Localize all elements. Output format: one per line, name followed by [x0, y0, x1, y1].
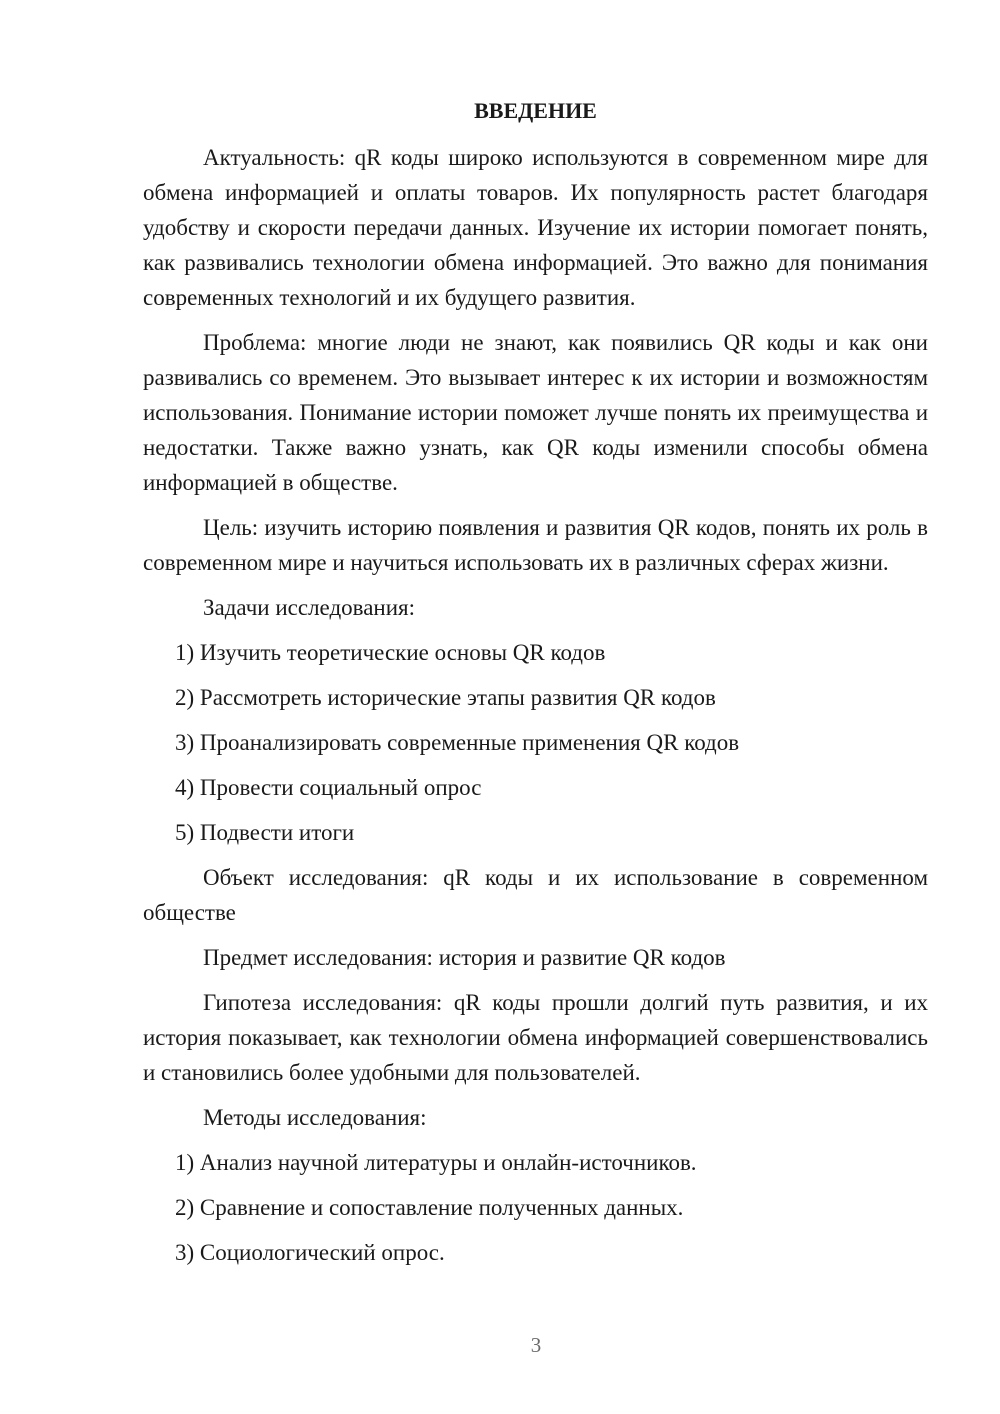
task-item: 5) Подвести итоги: [175, 820, 355, 845]
subject-paragraph: Предмет исследования: история и развитие QR кодов: [203, 945, 726, 970]
task-item: 2) Рассмотреть исторические этапы развития QR кодов: [175, 685, 716, 710]
method-item: 2) Сравнение и сопоставление полученных данных.: [175, 1195, 684, 1220]
methods-heading: Методы исследования:: [203, 1105, 427, 1130]
task-item: 1) Изучить теоретические основы QR кодов: [175, 640, 606, 665]
tasks-list: [143, 635, 928, 850]
method-item: 3) Социологический опрос.: [175, 1240, 445, 1265]
page-number: 3: [530, 1333, 542, 1357]
task-item: 3) Проанализировать современные применения QR кодов: [175, 730, 740, 755]
relevance-paragraph: Актуальность: qR коды широко используются в современном мире для обмена информацией и оплаты товаров. Их популярность растет благодаря удобству и скорости передачи данных. Изучение их истории помогает понять, как развивались технологии обмена информацией. Это важно для понимания современных технологий и их будущего развития.: [143, 145, 928, 310]
object-paragraph: Объект исследования: qR коды и их использование в современном обществе: [143, 865, 928, 925]
document-body: [143, 94, 928, 1280]
goal-paragraph: Цель: изучить историю появления и развития QR кодов, понять их роль в современном мире и научиться использовать их в различных сферах жизни.: [143, 515, 928, 575]
section-title: ВВЕДЕНИЕ: [474, 98, 597, 123]
hypothesis-paragraph: Гипотеза исследования: qR коды прошли долгий путь развития, и их история показывает, как технологии обмена информацией совершенствовались и становились более удобными для пользователей.: [143, 990, 928, 1085]
task-item: 4) Провести социальный опрос: [175, 775, 482, 800]
method-item: 1) Анализ научной литературы и онлайн-источников.: [175, 1150, 697, 1175]
tasks-heading: Задачи исследования:: [203, 595, 416, 620]
methods-list: [143, 1145, 928, 1270]
problem-paragraph: Проблема: многие люди не знают, как появились QR коды и как они развивались со временем. Это вызывает интерес к их истории и возможностям использования. Понимание истории поможет лучше понять их преимущества и недостатки. Также важно узнать, как QR коды изменили способы обмена информацией в обществе.: [143, 330, 928, 495]
